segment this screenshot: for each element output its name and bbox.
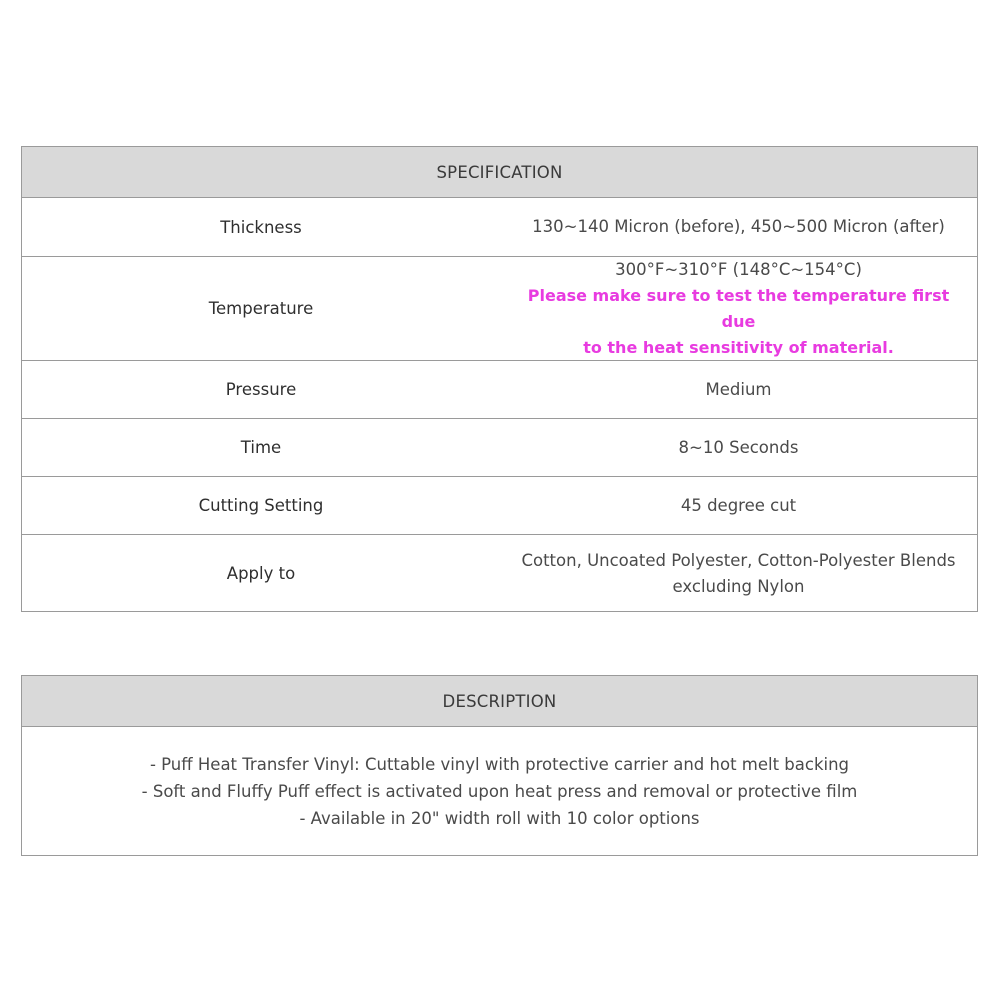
spec-value-text: 45 degree cut bbox=[680, 495, 797, 515]
spec-row-apply-to bbox=[22, 535, 977, 612]
spec-row-pressure bbox=[22, 361, 977, 419]
specification-header: SPECIFICATION bbox=[22, 147, 977, 198]
description-body bbox=[22, 727, 977, 856]
spec-row-thickness bbox=[22, 198, 977, 257]
spec-value-text: 300°F~310°F (148°C~154°C) bbox=[615, 259, 862, 279]
spec-value bbox=[500, 419, 977, 476]
spec-value bbox=[500, 198, 977, 256]
description-line: - Puff Heat Transfer Vinyl: Cuttable vinyl with protective carrier and hot melt backing bbox=[149, 755, 850, 774]
spec-value-line-2: excluding Nylon bbox=[672, 576, 805, 596]
spec-label: Apply to bbox=[226, 564, 296, 583]
spec-row-time bbox=[22, 419, 977, 477]
spec-label: Time bbox=[240, 438, 282, 457]
spec-value bbox=[500, 361, 977, 418]
spec-row-temperature bbox=[22, 257, 977, 361]
spec-label: Temperature bbox=[208, 299, 314, 318]
spec-label: Thickness bbox=[220, 217, 302, 237]
description-table bbox=[21, 675, 978, 856]
description-header: DESCRIPTION bbox=[22, 676, 977, 727]
spec-value bbox=[500, 257, 977, 360]
spec-label: Cutting Setting bbox=[198, 496, 324, 515]
description-line: - Soft and Fluffy Puff effect is activated upon heat press and removal or protective film bbox=[141, 782, 858, 801]
spec-value-text: 8~10 Seconds bbox=[678, 437, 799, 457]
temperature-warning-line-1: Please make sure to test the temperature first due bbox=[527, 285, 950, 331]
description-line: - Available in 20" width roll with 10 color options bbox=[299, 809, 700, 828]
spec-value bbox=[500, 535, 977, 612]
spec-label: Pressure bbox=[225, 380, 297, 399]
specification-table bbox=[21, 146, 978, 612]
spec-value-text: 130~140 Micron (before), 450~500 Micron (after) bbox=[532, 217, 945, 236]
spec-value-line-1: Cotton, Uncoated Polyester, Cotton-Polyester Blends bbox=[521, 550, 956, 570]
spec-value bbox=[500, 477, 977, 534]
spec-row-cutting-setting bbox=[22, 477, 977, 535]
temperature-warning-line-2: to the heat sensitivity of material. bbox=[583, 337, 894, 357]
spec-value-text: Medium bbox=[705, 379, 772, 399]
